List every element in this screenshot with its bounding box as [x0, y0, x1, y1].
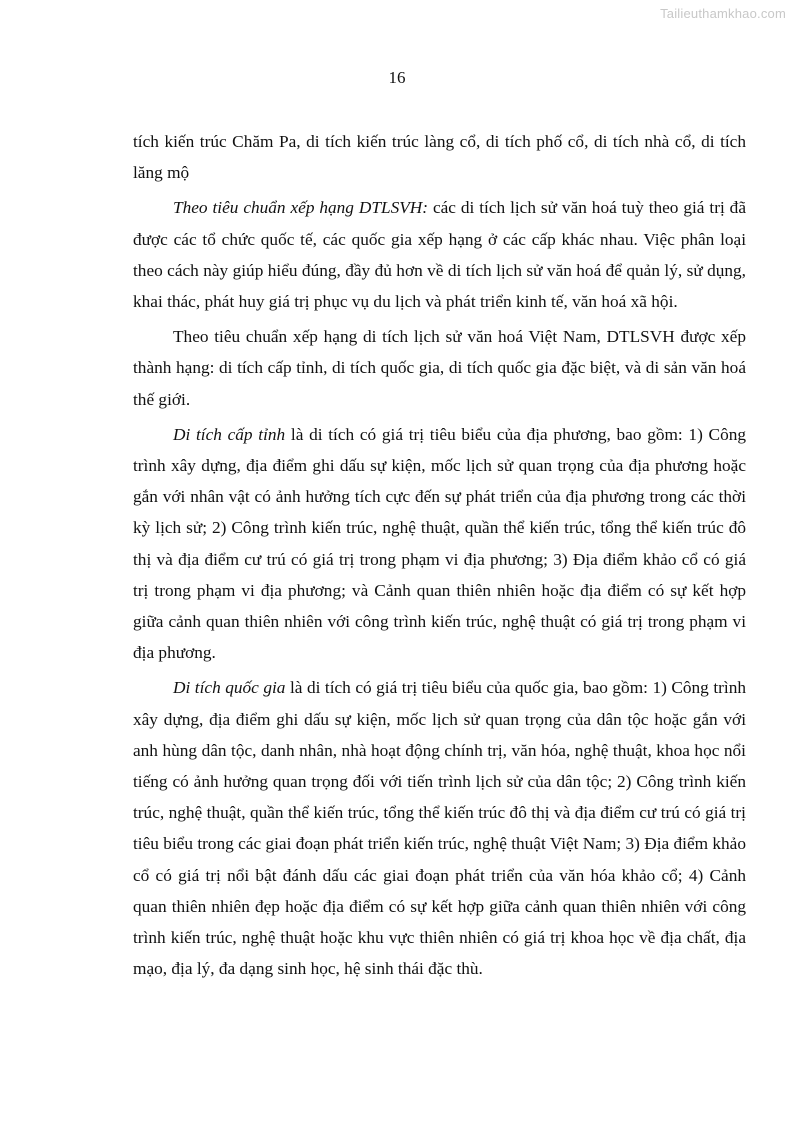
paragraph-text: là di tích có giá trị tiêu biểu của quốc gia, bao gồm: 1) Công trình xây dựng, địa điểm ghi dấu sự kiện, mốc lịch sử quan trọng của dân tộc hoặc gắn với anh hùng dân tộc, danh nhân, nhà hoạt động chính trị, văn hóa, nghệ thuật, khoa học nổi tiếng có ảnh hưởng quan trọng đối với tiến trình lịch sử của dân tộc; 2) Công trình kiến trúc, nghệ thuật, quần thể kiến trúc, tổng thể kiến trúc đô thị và địa điểm cư trú có giá trị tiêu biểu trong các giai đoạn phát triển kiến trúc, nghệ thuật Việt Nam; 3) Địa điểm khảo cổ có giá trị nổi bật đánh dấu các giai đoạn phát triển của văn hóa khảo cổ; 4) Cảnh quan thiên nhiên đẹp hoặc địa điểm có sự kết hợp giữa cảnh quan thiên nhiên với công trình kiến trúc, nghệ thuật hoặc khu vực thiên nhiên có giá trị khoa học về địa chất, địa mạo, địa lý, đa dạng sinh học, hệ sinh thái đặc thù. [133, 678, 746, 979]
paragraph-vietnam-ranking [133, 321, 746, 415]
paragraph-lead-italic: Di tích quốc gia [173, 678, 286, 698]
paragraph-continuation [133, 126, 746, 188]
paragraph-text: Theo tiêu chuẩn xếp hạng di tích lịch sử văn hoá Việt Nam, DTLSVH được xếp thành hạng: di tích cấp tỉnh, di tích quốc gia, di tích quốc gia đặc biệt, và di sản văn hoá thế giới. [133, 327, 746, 409]
paragraph-text: các di tích lịch sử văn hoá tuỳ theo giá trị đã được các tổ chức quốc tế, các quốc gia xếp hạng ở các cấp khác nhau. Việc phân loại theo cách này giúp hiểu đúng, đầy đủ hơn về di tích lịch sử văn hoá để quản lý, sử dụng, khai thác, phát huy giá trị phục vụ du lịch và phát triển kinh tế, văn hoá xã hội. [133, 198, 746, 312]
paragraph-lead-italic: Theo tiêu chuẩn xếp hạng DTLSVH: [173, 198, 429, 218]
document-body [133, 126, 746, 988]
paragraph-national-relic [133, 672, 746, 984]
paragraph-text: là di tích có giá trị tiêu biểu của địa phương, bao gồm: 1) Công trình xây dựng, địa điểm ghi dấu sự kiện, mốc lịch sử quan trọng của địa phương hoặc gắn với nhân vật có ảnh hưởng tích cực đến sự phát triển của địa phương trong các thời kỳ lịch sử; 2) Công trình kiến trúc, nghệ thuật, quần thể kiến trúc, tổng thể kiến trúc đô thị và địa điểm cư trú có giá trị trong phạm vi địa phương; 3) Địa điểm khảo cổ có giá trị trong phạm vi địa phương; và Cảnh quan thiên nhiên hoặc địa điểm có sự kết hợp giữa cảnh quan thiên nhiên với công trình kiến trúc, nghệ thuật có giá trị trong phạm vi địa phương. [133, 424, 746, 663]
page-number: 16 [388, 68, 406, 87]
paragraph-text: tích kiến trúc Chăm Pa, di tích kiến trúc làng cổ, di tích phố cổ, di tích nhà cổ, di tích lăng mộ [133, 132, 746, 183]
paragraph-provincial-relic [133, 419, 746, 669]
paragraph-ranking-standard [133, 192, 746, 317]
watermark: Tailieuthamkhao.com [660, 6, 786, 21]
paragraph-lead-italic: Di tích cấp tỉnh [173, 424, 286, 444]
